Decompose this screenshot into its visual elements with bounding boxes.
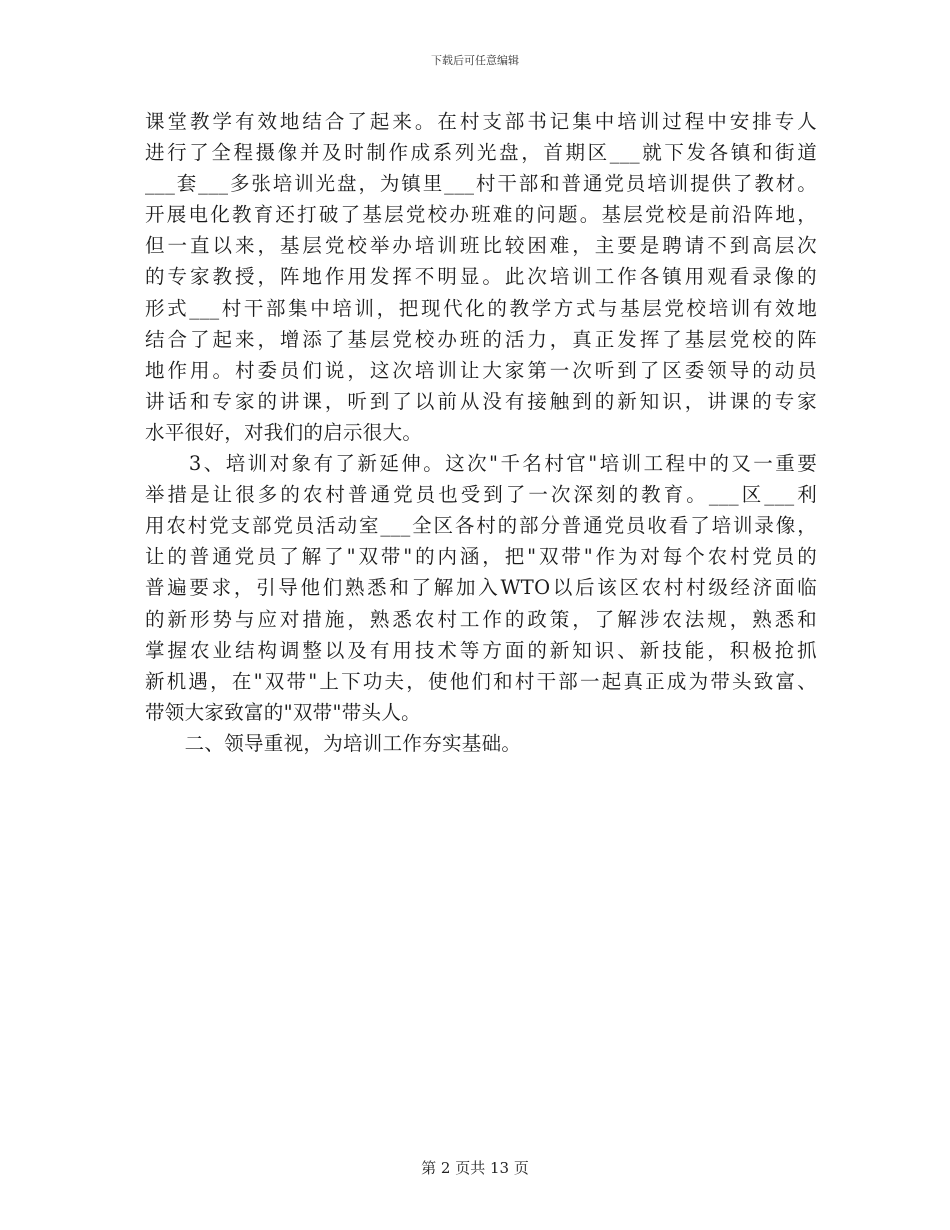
page-number: 第 2 页共 13 页 [421, 1159, 529, 1177]
text-line: 但一直以来，基层党校举办培训班比较困难，主要是聘请不到高层次 [145, 234, 817, 258]
text-line: 结合了起来，增添了基层党校办班的活力，真正发挥了基层党校的阵 [145, 327, 817, 351]
section-heading: 二、领导重视，为培训工作夯实基础。 [145, 731, 522, 755]
text-line: 普遍要求，引导他们熟悉和了解加入WTO以后该区农村村级经济面临 [145, 576, 817, 600]
text-line: 开展电化教育还打破了基层党校办班难的问题。基层党校是前沿阵地， [145, 203, 817, 227]
text-line: 水平很好，对我们的启示很大。 [145, 420, 423, 444]
page-header: 下载后可任意编辑 [431, 54, 519, 67]
text-line: 带领大家致富的"双带"带头人。 [145, 700, 421, 724]
text-line: 的专家教授，阵地作用发挥不明显。此次培训工作各镇用观看录像的 [145, 265, 817, 289]
text-line: 的新形势与应对措施，熟悉农村工作的政策，了解涉农法规，熟悉和 [145, 607, 817, 631]
text-line: 地作用。村委员们说，这次培训让大家第一次听到了区委领导的动员 [145, 358, 817, 382]
text-line: 课堂教学有效地结合了起来。在村支部书记集中培训过程中安排专人 [145, 110, 817, 133]
text-line: 掌握农业结构调整以及有用技术等方面的新知识、新技能，积极抢抓 [145, 638, 817, 662]
text-line: 3、培训对象有了新延伸。这次"千名村官"培训工程中的又一重要 [145, 452, 817, 476]
text-line: 让的普通党员了解了"双带"的内涵，把"双带"作为对每个农村党员的 [145, 545, 817, 569]
text-line: ___套___多张培训光盘，为镇里___村干部和普通党员培训提供了教材。 [145, 172, 817, 196]
text-line: 用农村党支部党员活动室___全区各村的部分普通党员收看了培训录像， [145, 514, 817, 538]
document-body [145, 106, 817, 759]
text-line: 讲话和专家的讲课，听到了以前从没有接触到的新知识，讲课的专家 [145, 389, 817, 413]
text-line: 新机遇，在"双带"上下功夫，使他们和村干部一起真正成为带头致富、 [145, 669, 817, 693]
text-line: 进行了全程摄像并及时制作成系列光盘，首期区___就下发各镇和街道 [145, 141, 817, 165]
text-line: 形式___村干部集中培训，把现代化的教学方式与基层党校培训有效地 [145, 296, 817, 320]
text-line: 举措是让很多的农村普通党员也受到了一次深刻的教育。___区___利 [145, 483, 817, 507]
